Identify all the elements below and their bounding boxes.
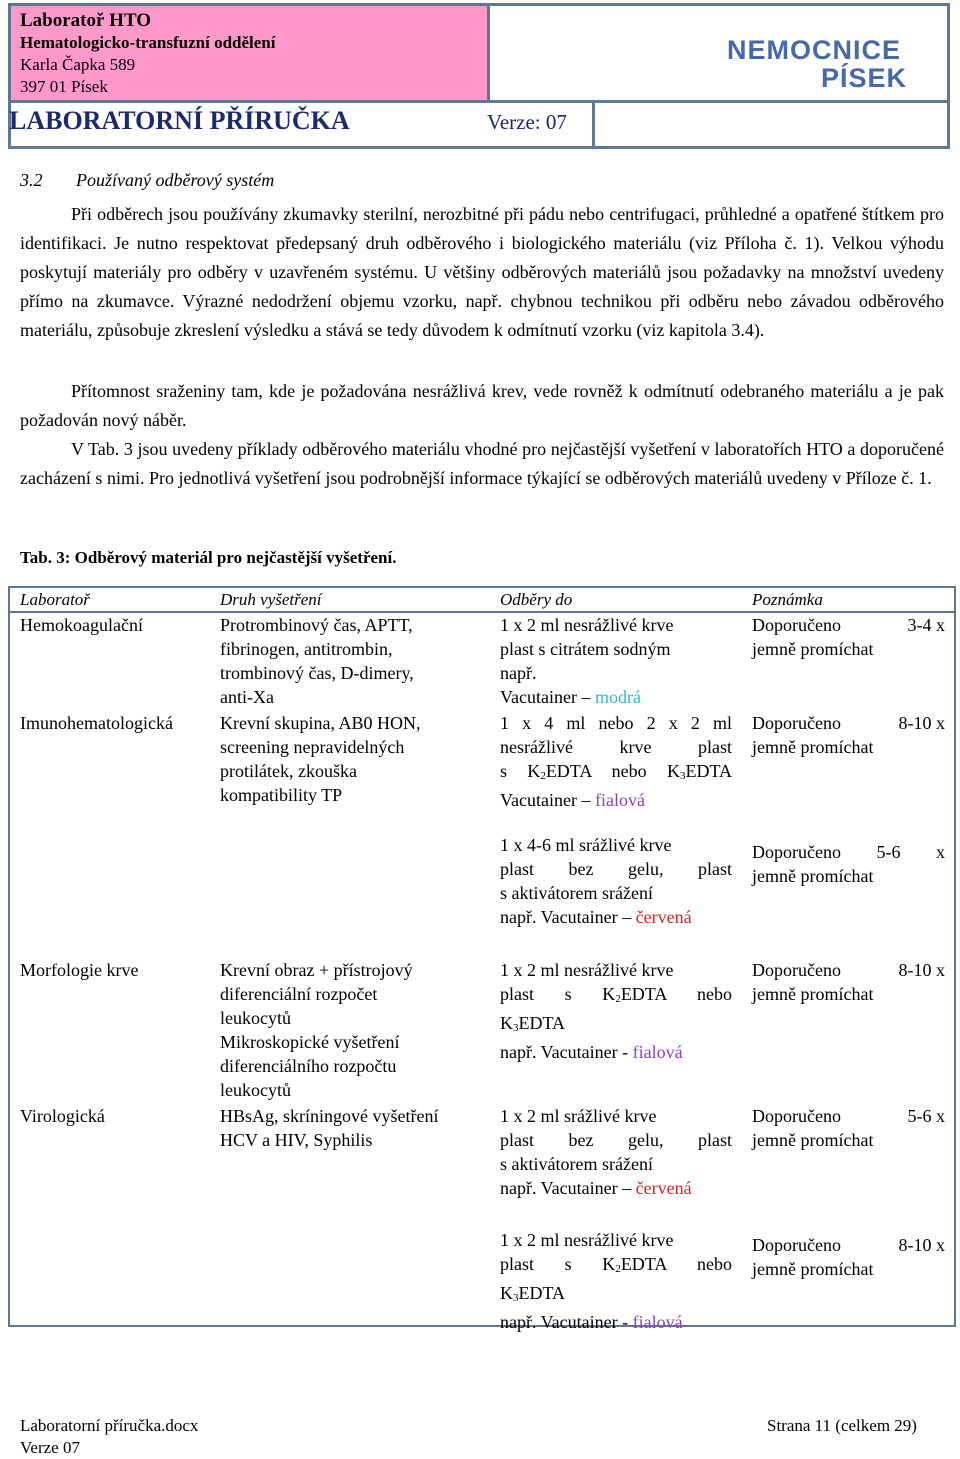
specimen-table xyxy=(8,586,956,1332)
table-row-4-note-2: Doporučeno 8-10 x jemně promíchat xyxy=(752,1235,945,1279)
table-row-3-lab: Morfologie krve xyxy=(20,960,139,980)
hospital-logo-cell xyxy=(490,6,947,103)
section-heading xyxy=(20,170,274,191)
paragraph-1: Při odběrech jsou používány zkumavky sterilní, nerozbitné při pádu nebo centrifugaci, průhledné a opatřené štítkem pro identifikaci. Je nutno respektovat předepsaný druh odběrového i biologického materiálu (viz Příloha č. 1). Velkou výhodu poskytují materiály pro odběry v uzavřeném systému. U většiny odběrových materiálů jsou požadavky na množství uvedeny přímo na zkumavce. Výrazné nedodržení objemu vzorku, např. chybnou technikou při odběru nebo závadou odběrového materiálu, způsobuje zkreslení výsledku a stává se tedy důvodem k odmítnutí vzorku (viz kapitola 3.4). xyxy=(20,204,944,340)
logo-line-1: NEMOCNICE xyxy=(727,35,902,65)
table-row-4-note-1: Doporučeno 5-6 x jemně promíchat xyxy=(752,1106,945,1150)
table-row-4-tube-1: 1 x 2 ml srážlivé krve plast bez gelu, plast s aktivátorem srážení např. Vacutainer – červená xyxy=(500,1106,732,1198)
table-row-2-tube-1: 1 x 4 ml nebo 2 x 2 ml nesrážlivé krve plast s $K_2EDTA$ nebo $K_3EDTA$ Vacutainer – fialová xyxy=(500,713,732,810)
paragraph-2: Přítomnost sraženiny tam, kde je požadována nesrážlivá krev, vede rovněž k odmítnutí odebraného materiálu a je pak požadován nový náběr. xyxy=(20,381,944,430)
table-row-2-note-2: Doporučeno 5-6 x jemně promíchat xyxy=(752,842,945,886)
table-row-1-exam: Protrombinový čas, APTT, fibrinogen, antitrombin, trombinový čas, D-dimery, anti-Xa xyxy=(220,615,414,707)
document-title: LABORATORNÍ PŘÍRUČKA xyxy=(9,106,350,135)
lab-name: Laboratoř HTO xyxy=(20,10,152,31)
tube-color-violet: fialová xyxy=(632,1042,683,1062)
footer-filename: Laboratorní příručka.docx xyxy=(20,1416,199,1435)
street-address: Karla Čapka 589 xyxy=(20,55,136,74)
tube-color-violet: fialová xyxy=(594,790,645,810)
table-row-4-lab: Virologická xyxy=(20,1106,105,1126)
tube-color-violet: fialová xyxy=(632,1312,683,1332)
header-address-block xyxy=(11,6,490,103)
section-number: 3.2 xyxy=(20,170,43,190)
table-row-3-note: Doporučeno 8-10 x jemně promíchat xyxy=(752,960,945,1004)
document-version: Verze: 07 xyxy=(487,110,567,134)
footer-left xyxy=(20,1415,198,1459)
tube-color-red: červená xyxy=(635,1178,692,1198)
table-row-4-tube-2: 1 x 2 ml nesrážlivé krve plast s $K_2EDTA$ nebo $K_3EDTA$ např. Vacutainer - fialová xyxy=(500,1230,733,1332)
table-row-2-tube-2: 1 x 4-6 ml srážlivé krve plast bez gelu, plast s aktivátorem srážení např. Vacutainer – červená xyxy=(500,835,732,927)
table-header-tube: Odběry do xyxy=(500,590,573,609)
table-row-1-lab: Hemokoagulační xyxy=(20,615,143,635)
table-row-4-exam: HBsAg, skríningové vyšetření HCV a HIV, Syphilis xyxy=(220,1106,439,1150)
table-row-3-tube: 1 x 2 ml nesrážlivé krve plast s $K_2EDTA$ nebo $K_3EDTA$ např. Vacutainer - fialová xyxy=(500,960,733,1062)
table-row-2-exam: Krevní skupina, AB0 HON, screening nepravidelných protilátek, zkouška kompatibility TP xyxy=(220,713,421,805)
hospital-logo xyxy=(727,36,907,92)
table-caption: Tab. 3: Odběrový materiál pro nejčastější vyšetření. xyxy=(20,548,397,567)
table-row-2-note-1: Doporučeno 8-10 x jemně promíchat xyxy=(752,713,945,757)
table-header-lab: Laboratoř xyxy=(20,590,90,609)
table-row-2-lab: Imunohematologická xyxy=(20,713,173,733)
table-header-note: Poznámka xyxy=(752,590,823,609)
paragraph-3: V Tab. 3 jsou uvedeny příklady odběrového materiálu vhodné pro nejčastější vyšetření v laboratořích HTO a doporučené zacházení s nimi. Pro jednotlivá vyšetření jsou podrobnější informace týkající se odběrových materiálů uvedeny v Příloze č. 1. xyxy=(20,439,944,488)
table-row-1-note: Doporučeno 3-4 x jemně promíchat xyxy=(752,615,945,659)
footer-version: Verze 07 xyxy=(20,1438,80,1457)
table-row-3-exam: Krevní obraz + přístrojový diferenciální rozpočet leukocytů Mikroskopické vyšetření diferenciálního rozpočtu leukocytů xyxy=(220,960,413,1100)
table-header-exam: Druh vyšetření xyxy=(220,590,322,609)
city-address: 397 01 Písek xyxy=(20,77,108,96)
tube-color-blue: modrá xyxy=(594,687,641,707)
table-row-1-tube: 1 x 2 ml nesrážlivé krve plast s citrátem sodným např. Vacutainer – modrá xyxy=(500,615,674,707)
footer-page-number: Strana 11 (celkem 29) xyxy=(767,1416,917,1435)
logo-line-2: PÍSEK xyxy=(821,63,908,93)
department-name: Hematologicko-transfuzní oddělení xyxy=(20,33,276,52)
section-title: Používaný odběrový systém xyxy=(76,170,275,190)
tube-color-red: červená xyxy=(635,907,692,927)
